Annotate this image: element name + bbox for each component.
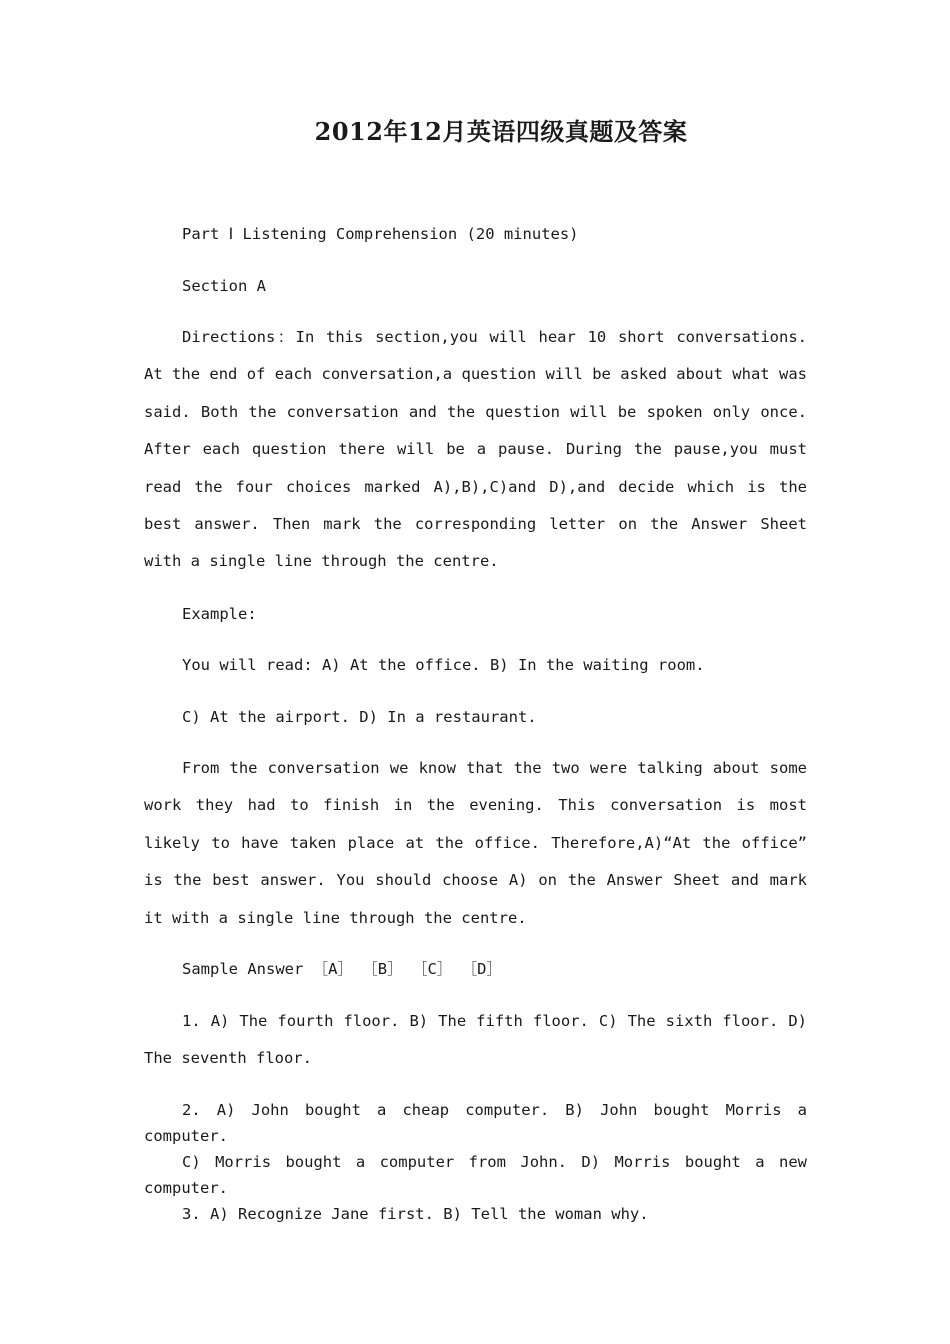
section-heading: Section A <box>182 277 266 295</box>
example-choices-line-2: C) At the airport. D) In a restaurant. <box>182 708 537 726</box>
question-2-line-2: C) Morris bought a computer from John. D) Morris bought a new computer. <box>144 1153 807 1197</box>
part-heading: Part Ⅰ Listening Comprehension (20 minutes) <box>182 225 579 243</box>
example-label: Example: <box>182 605 257 623</box>
sample-answer: Sample Answer ［A］ ［B］ ［C］ ［D］ <box>182 960 502 978</box>
example-explanation: From the conversation we know that the two were talking about some work they had to finish in the evening. This conversation is most likely to have taken place at the office. Therefore,A)“At the office” is the best answer. You should choose A) on the Answer Sheet and mark it with a single line through the centre. <box>144 759 807 927</box>
question-2-line-1: 2. A) John bought a cheap computer. B) John bought Morris a computer. <box>144 1101 807 1145</box>
document-title: 2012年12月英语四级真题及答案 <box>314 117 688 146</box>
directions-paragraph: Directions：In this section,you will hear 10 short conversations. At the end of each conversation,a question will be asked about what was said. Both the conversation and the question will be spoken only once. After each question there will be a pause. During the pause,you must read the four choices marked A),B),C)and D),and decide which is the best answer. Then mark the corresponding letter on the Answer Sheet with a single line through the centre. <box>144 328 807 571</box>
question-1: 1. A) The fourth floor. B) The fifth floor. C) The sixth floor. D) The seventh floor. <box>144 1012 807 1068</box>
example-choices-line-1: You will read: A) At the office. B) In the waiting room. <box>182 656 705 674</box>
question-3: 3. A) Recognize Jane first. B) Tell the woman why. <box>182 1205 649 1223</box>
